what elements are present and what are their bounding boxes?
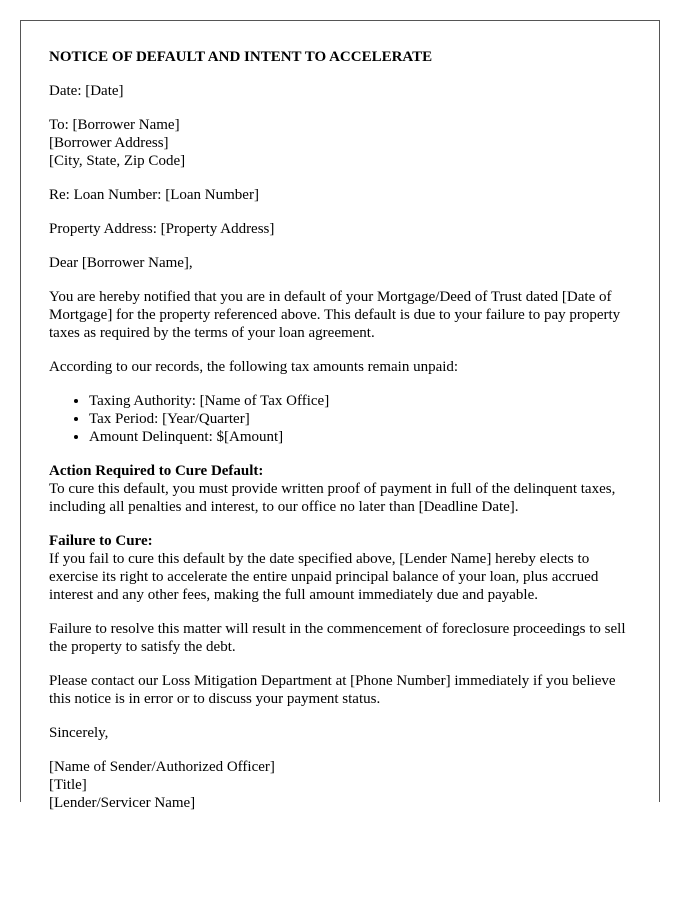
recipient-address-line: [Borrower Address] — [49, 135, 169, 151]
date-line: Date: [Date] — [49, 83, 124, 99]
re-loan-line: Re: Loan Number: [Loan Number] — [49, 187, 259, 203]
closing-line: Sincerely, — [49, 725, 109, 741]
tax-items-list — [49, 392, 639, 446]
signature-name-line: [Name of Sender/Authorized Officer] — [49, 759, 275, 775]
list-item: • Tax Period: [Year/Quarter] — [89, 410, 639, 428]
contact-paragraph: Please contact our Loss Mitigation Department at [Phone Number] immediately if you believe this notice is in error or to discuss your payment status. — [49, 673, 616, 707]
cure-text: To cure this default, you must provide written proof of payment in full of the delinquent taxes, including all penalties and interest, to our office no later than [Deadline Date]. — [49, 481, 616, 515]
recipient-block — [49, 116, 639, 170]
failure-text: If you fail to cure this default by the date specified above, [Lender Name] hereby elects to exercise its right to accelerate the entire unpaid principal balance of your loan, plus accrued interest and any other fees, making the full amount immediately due and payable. — [49, 551, 599, 603]
cure-heading: Action Required to Cure Default: — [49, 463, 264, 479]
notice-title: NOTICE OF DEFAULT AND INTENT TO ACCELERATE — [49, 49, 433, 65]
recipient-city-line: [City, State, Zip Code] — [49, 153, 186, 169]
letter-content — [49, 48, 639, 828]
letter-page — [20, 20, 660, 811]
cure-section — [49, 462, 639, 516]
foreclosure-paragraph: Failure to resolve this matter will result in the commencement of foreclosure proceedings to sell the property to satisfy the debt. — [49, 621, 626, 655]
property-address-line: Property Address: [Property Address] — [49, 221, 275, 237]
signature-block — [49, 758, 639, 812]
failure-section — [49, 532, 639, 604]
default-paragraph: You are hereby notified that you are in default of your Mortgage/Deed of Trust dated [Date of Mortgage] for the property referenced above. This default is due to your failure to pay property taxes as required by the terms of your loan agreement. — [49, 289, 621, 341]
salutation: Dear [Borrower Name], — [49, 255, 193, 271]
records-paragraph: According to our records, the following tax amounts remain unpaid: — [49, 359, 459, 375]
list-item: • Amount Delinquent: $[Amount] — [89, 428, 639, 446]
signature-lender-line: [Lender/Servicer Name] — [49, 795, 196, 811]
list-item: • Taxing Authority: [Name of Tax Office] — [89, 392, 639, 410]
failure-heading: Failure to Cure: — [49, 533, 153, 549]
signature-title-line: [Title] — [49, 777, 87, 793]
recipient-name-line: To: [Borrower Name] — [49, 117, 180, 133]
